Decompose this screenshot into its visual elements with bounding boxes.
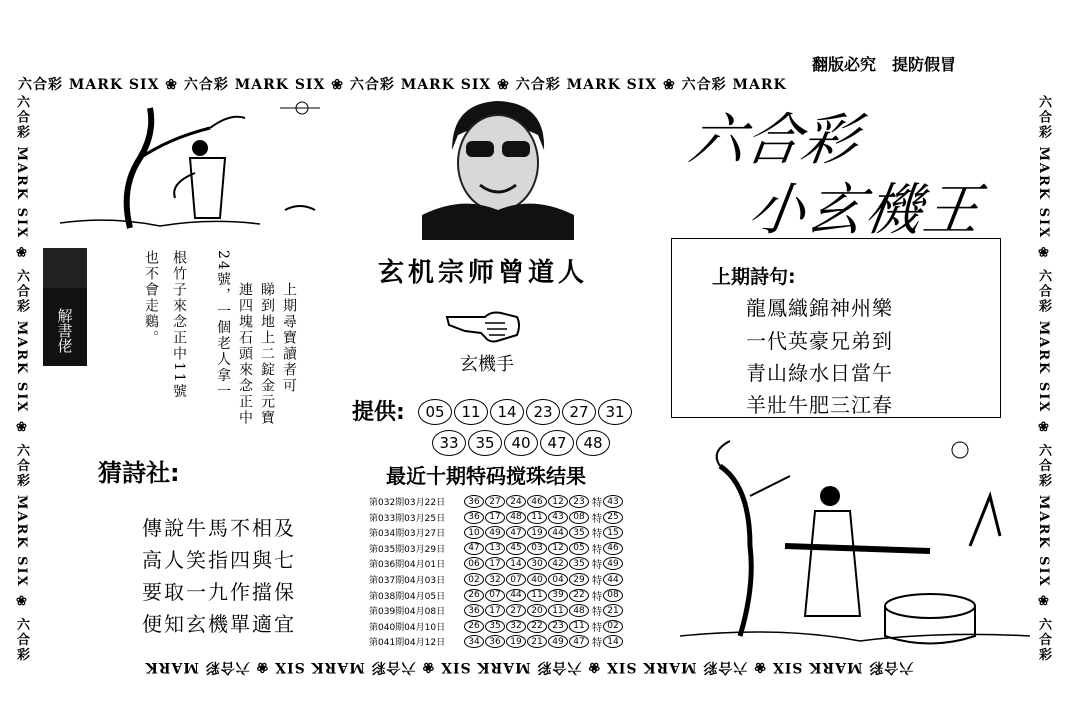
- result-number: 26: [464, 620, 484, 633]
- last-poem-line: 一代英豪兄弟到: [746, 329, 893, 353]
- result-number: 19: [527, 526, 547, 539]
- result-number: 20: [527, 604, 547, 617]
- result-number: 08: [569, 511, 589, 524]
- special-label: 特: [592, 498, 602, 509]
- special-number: 43: [603, 495, 623, 508]
- result-number: 17: [485, 511, 505, 524]
- result-number: 10: [464, 526, 484, 539]
- result-number: 32: [485, 573, 505, 586]
- guess-poem-line: 便知玄機單適宜: [142, 612, 296, 636]
- guess-poem-line: 要取一九作擋保: [142, 580, 296, 604]
- result-row: [369, 510, 624, 525]
- result-period: 第034期03月27日: [369, 529, 446, 540]
- result-period: 第040期04月10日: [369, 622, 446, 633]
- result-number: 43: [548, 511, 568, 524]
- right-border-text: 六合彩 MARK SIX ❀ 六合彩 MARK SIX ❀ 六合彩 MARK SIX ❀ 六合彩: [1036, 95, 1051, 663]
- special-number: 15: [603, 526, 623, 539]
- provide-row-2: [432, 430, 610, 456]
- result-number: 02: [464, 573, 484, 586]
- result-number: 19: [506, 635, 526, 648]
- number-ball: 23: [526, 399, 560, 425]
- sage-well-illustration: [680, 436, 1030, 646]
- bottom-border-text: 六合彩 MARK SIX ❀ 六合彩 MARK SIX ❀ 六合彩 MARK SIX ❀ 六合彩 MARK SIX ❀ 六合彩 MARK: [144, 659, 914, 675]
- result-number: 22: [527, 620, 547, 633]
- result-number: 27: [506, 604, 526, 617]
- result-number: 23: [569, 495, 589, 508]
- number-ball: 14: [490, 399, 524, 425]
- result-number: 24: [506, 495, 526, 508]
- result-row: [369, 634, 624, 649]
- pointing-hand-icon: [445, 305, 523, 347]
- special-number: 49: [603, 557, 623, 570]
- result-number: 44: [548, 526, 568, 539]
- result-number: 23: [548, 620, 568, 633]
- special-label: 特: [592, 544, 602, 556]
- result-number: 45: [506, 542, 526, 555]
- number-ball: 31: [598, 399, 632, 425]
- number-ball: 05: [418, 399, 452, 425]
- result-number: 36: [464, 511, 484, 524]
- number-ball: 27: [562, 399, 596, 425]
- result-row: [369, 619, 624, 634]
- result-row: [369, 588, 624, 603]
- result-number: 13: [485, 542, 505, 555]
- result-period: 第032期03月22日: [369, 498, 446, 508]
- last-poem-line: 龍鳳織錦神州樂: [746, 296, 893, 320]
- result-number: 07: [485, 589, 505, 602]
- special-label: 特: [592, 591, 602, 603]
- result-number: 11: [548, 604, 568, 617]
- result-number: 22: [569, 589, 589, 602]
- last-poem-line: 青山綠水日當午: [746, 361, 893, 385]
- result-number: 06: [464, 557, 484, 570]
- riddle-column: 24號，一個老人拿一: [215, 250, 231, 400]
- result-number: 36: [485, 635, 505, 648]
- result-number: 21: [527, 635, 547, 648]
- master-portrait: [422, 95, 574, 240]
- result-period: 第039期04月08日: [369, 607, 446, 618]
- special-label: 特: [592, 513, 602, 525]
- special-label: 特: [592, 622, 602, 634]
- badge-image: [43, 248, 87, 288]
- old-man-tree-illustration: [60, 98, 350, 233]
- special-number: 14: [603, 635, 623, 648]
- special-number: 25: [603, 511, 623, 524]
- result-period: 第038期04月05日: [369, 591, 446, 602]
- brand-title-line1: 六合彩: [684, 108, 862, 173]
- result-row: [369, 494, 624, 509]
- result-number: 44: [506, 589, 526, 602]
- special-number: 44: [603, 573, 623, 586]
- result-number: 12: [548, 495, 568, 508]
- result-number: 40: [527, 573, 547, 586]
- number-ball: 33: [432, 430, 466, 456]
- result-number: 35: [569, 526, 589, 539]
- result-number: 46: [527, 495, 547, 508]
- result-number: 49: [485, 526, 505, 539]
- result-row: [369, 572, 624, 587]
- special-label: 特: [592, 576, 602, 587]
- riddle-column: 連四塊石頭來念正中: [237, 282, 253, 426]
- result-number: 27: [485, 495, 505, 508]
- special-label: 特: [592, 607, 602, 619]
- master-name: 玄机宗师曾道人: [378, 258, 589, 288]
- result-period: 第035期03月29日: [369, 544, 446, 555]
- result-number: 11: [569, 620, 589, 633]
- result-number: 48: [506, 511, 526, 524]
- result-number: 47: [464, 542, 484, 555]
- number-ball: 11: [454, 399, 488, 425]
- result-number: 29: [569, 573, 589, 586]
- result-number: 17: [485, 557, 505, 570]
- result-number: 30: [527, 557, 547, 570]
- special-label: 特: [592, 638, 602, 650]
- result-number: 05: [569, 542, 589, 555]
- result-number: 48: [569, 604, 589, 617]
- number-ball: 48: [576, 430, 610, 456]
- result-row: [369, 603, 624, 618]
- side-badge: [43, 248, 87, 366]
- result-number: 17: [485, 604, 505, 617]
- result-number: 47: [506, 526, 526, 539]
- result-number: 36: [464, 604, 484, 617]
- result-number: 07: [506, 573, 526, 586]
- result-number: 26: [464, 589, 484, 602]
- special-label: 特: [592, 560, 602, 572]
- result-number: 03: [527, 542, 547, 555]
- special-number: 02: [603, 620, 623, 633]
- result-number: 11: [527, 511, 547, 524]
- left-border-text: 六合彩 MARK SIX ❀ 六合彩 MARK SIX ❀ 六合彩 MARK SIX ❀ 六合彩: [14, 95, 29, 663]
- riddle-column: 也不會走鷄。: [143, 250, 159, 346]
- result-period: 第036期04月01日: [369, 560, 446, 571]
- result-number: 42: [548, 557, 568, 570]
- result-number: 04: [548, 573, 568, 586]
- number-ball: 40: [504, 430, 538, 456]
- result-number: 12: [548, 542, 568, 555]
- result-number: 35: [485, 620, 505, 633]
- result-period: 第033期03月25日: [369, 513, 446, 524]
- number-ball: 35: [468, 430, 502, 456]
- result-number: 35: [569, 557, 589, 570]
- result-number: 14: [506, 557, 526, 570]
- result-period: 第041期04月12日: [369, 638, 446, 649]
- guess-poem-line: 傳說牛馬不相及: [142, 516, 296, 540]
- badge-text: 解書佬: [43, 288, 87, 366]
- last-poem-title: 上期詩句:: [712, 266, 796, 288]
- provide-row-1: [418, 399, 632, 425]
- riddle-column: 上期尋寶讀者可: [281, 282, 297, 394]
- special-number: 21: [603, 604, 623, 617]
- special-number: 46: [603, 542, 623, 555]
- result-number: 47: [569, 635, 589, 648]
- result-number: 49: [548, 635, 568, 648]
- copyright-notice: 翻版必究 提防假冒: [812, 55, 957, 74]
- result-period: 第037期04月03日: [369, 576, 446, 586]
- result-row: [369, 525, 624, 540]
- number-ball: 47: [540, 430, 574, 456]
- result-number: 39: [548, 589, 568, 602]
- result-number: 36: [464, 495, 484, 508]
- riddle-column: 根竹子來念正中11號: [171, 250, 187, 400]
- brand-title-line2: 小玄機王: [744, 178, 986, 243]
- top-border-text: 六合彩 MARK SIX ❀ 六合彩 MARK SIX ❀ 六合彩 MARK SIX ❀ 六合彩 MARK SIX ❀ 六合彩 MARK: [18, 77, 787, 93]
- result-row: [369, 541, 624, 556]
- guess-poem-line: 高人笑指四與七: [142, 548, 296, 572]
- guess-poem-title: 猜詩社:: [98, 459, 180, 487]
- result-number: 34: [464, 635, 484, 648]
- special-label: 特: [592, 529, 602, 541]
- result-number: 32: [506, 620, 526, 633]
- results-title: 最近十期特码搅珠结果: [386, 464, 586, 488]
- hand-label: 玄機手: [460, 354, 514, 375]
- riddle-column: 睇到地上二錠金元寶: [259, 282, 275, 426]
- last-poem-line: 羊壯牛肥三江春: [746, 393, 893, 417]
- provide-label: 提供:: [352, 400, 405, 425]
- result-row: [369, 556, 624, 571]
- result-number: 11: [527, 589, 547, 602]
- special-number: 08: [603, 589, 623, 602]
